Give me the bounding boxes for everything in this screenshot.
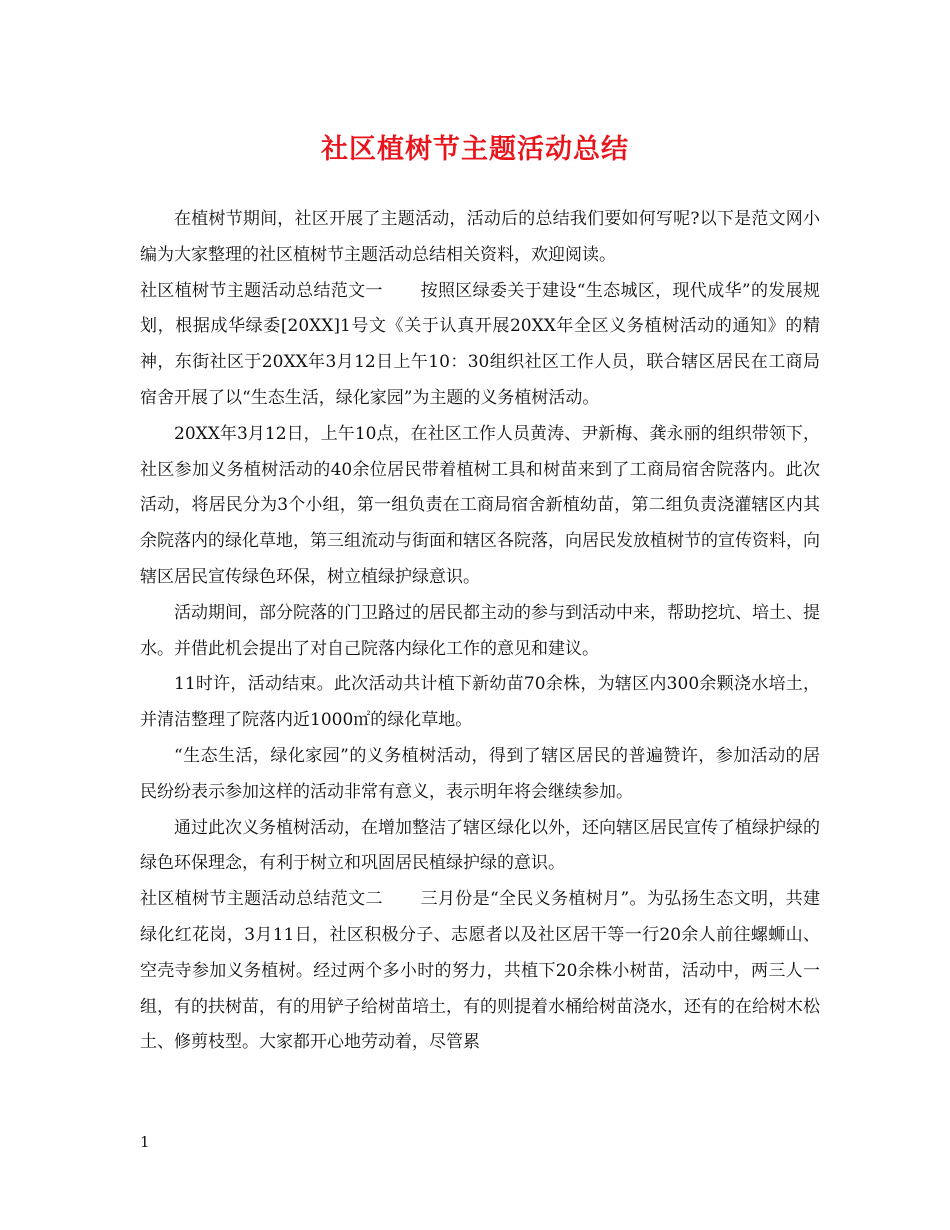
section-two-heading: 社区植树节主题活动总结范文二 [140,889,383,910]
section-two-paragraph [140,882,820,1061]
document-title: 社区植树节主题活动总结 [321,134,629,165]
paragraph-s1-p4: 11时许，活动结束。此次活动共计植下新幼苗70余株，为辖区内300余颗浇水培土，并清洁整理了院落内近1000㎡的绿化草地。 [140,674,820,731]
paragraph-s1-p2: 20XX年3月12日，上午10点，在社区工作人员黄涛、尹新梅、龚永丽的组织带领下，社区参加义务植树活动的40余位居民带着植树工具和树苗来到了工商局宿舍院落内。此次活动，将居民分为3个小组，第一组负责在工商局宿舍新植幼苗，第二组负责浇灌辖区内其余院落内的绿化草地，第三组流动与街面和辖区各院落，向居民发放植树节的宣传资料，向辖区居民宣传绿色环保，树立植绿护绿意识。 [140,423,820,587]
paragraph-s1-p1: 按照区绿委关于建设“生态城区，现代成华”的发展规划，根据成华绿委[20XX]1号文《关于认真开展20XX年全区义务植树活动的通知》的精神，东街社区于20XX年3月12日上午10：30组织社区工作人员，联合辖区居民在工商局宿舍开展了以“生态生活，绿化家园”为主题的义务植树活动。 [140,280,820,408]
page-number: 1 [140,1133,150,1151]
document-body [140,202,820,1061]
paragraph-s1-p5: “生态生活，绿化家园”的义务植树活动，得到了辖区居民的普遍赞许，参加活动的居民纷纷表示参加这样的活动非常有意义，表示明年将会继续参加。 [140,745,820,802]
paragraph-s1-p6: 通过此次义务植树活动，在增加整洁了辖区绿化以外，还向辖区居民宣传了植绿护绿的绿色环保理念，有利于树立和巩固居民植绿护绿的意识。 [140,817,820,874]
paragraph-s1-p3: 活动期间，部分院落的门卫路过的居民都主动的参与到活动中来，帮助挖坑、培土、提水。并借此机会提出了对自己院落内绿化工作的意见和建议。 [140,602,820,659]
section-one-paragraph [140,274,820,417]
paragraph-intro: 在植树节期间，社区开展了主题活动，活动后的总结我们要如何写呢?以下是范文网小编为大家整理的社区植树节主题活动总结相关资料，欢迎阅读。 [140,209,820,265]
section-one-heading: 社区植树节主题活动总结范文一 [140,280,383,301]
paragraph-s2-p1: 三月份是“全民义务植树月”。为弘扬生态文明，共建绿化红花岗，3月11日，社区积极分子、志愿者以及社区居干等一行20余人前往螺蛳山、空壳寺参加义务植树。经过两个多小时的努力，共植下20余株小树苗，活动中，两三人一组，有的扶树苗，有的用铲子给树苗培土，有的则提着水桶给树苗浇水，还有的在给树木松土、修剪枝型。大家都开心地劳动着，尽管累 [140,889,820,1053]
